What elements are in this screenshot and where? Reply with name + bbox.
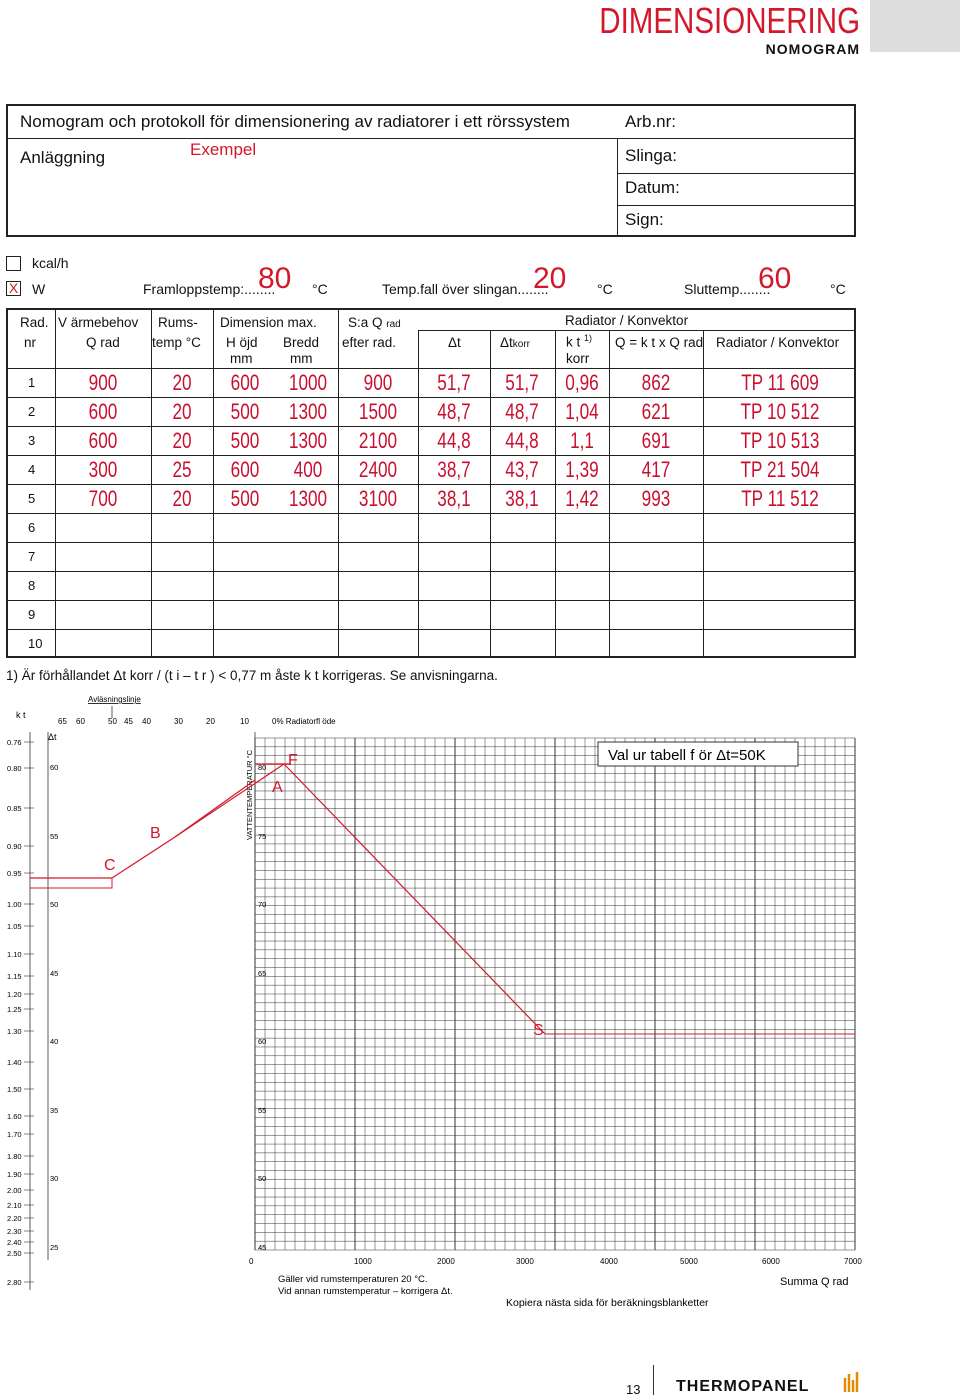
kt-tick-label: 1.05 <box>7 922 22 931</box>
kt-tick-label: 0.76 <box>7 738 22 747</box>
table-row-line <box>8 600 854 601</box>
table-cell[interactable]: 20 <box>172 428 192 453</box>
kopiera-note: Kopiera nästa sida för beräkningsblanketter <box>506 1297 709 1309</box>
kcal-checkbox[interactable] <box>6 256 21 271</box>
avlasning-label: Avläsningslinje <box>88 695 141 704</box>
hdr-efter: efter rad. <box>342 335 397 350</box>
table-cell[interactable]: 38,1 <box>505 486 539 511</box>
kt-tick-label: 2.50 <box>7 1249 22 1258</box>
dt-tick-label: 45 <box>50 969 59 978</box>
table-cell[interactable]: 38,7 <box>437 457 471 482</box>
red-line-as <box>284 764 545 1034</box>
table-cell[interactable]: 25 <box>172 457 192 482</box>
table-cell[interactable]: 600 <box>230 370 260 395</box>
dt-tick-label: 25 <box>50 1243 59 1252</box>
datum-label: Datum: <box>625 178 680 197</box>
x-tick-label: 5000 <box>680 1257 698 1266</box>
row-number: 4 <box>28 462 36 477</box>
kt-tick-label: 1.30 <box>7 1027 22 1036</box>
hdr-sa: S:a Q rad <box>348 315 401 330</box>
water-tick-label: 70 <box>258 900 267 909</box>
table-cell[interactable]: 44,8 <box>505 428 539 453</box>
water-tick-label: 80 <box>258 763 267 772</box>
hdr-nr: nr <box>24 335 37 350</box>
table-cell[interactable]: 900 <box>363 370 393 395</box>
hdr-radkonv: Radiator / Konvektor <box>716 335 840 350</box>
water-tick-label: 60 <box>258 1037 267 1046</box>
slut-unit: °C <box>830 281 846 297</box>
red-line-cb <box>112 780 255 878</box>
table-cell[interactable]: 20 <box>172 370 192 395</box>
kt-tick-label: 0.90 <box>7 842 22 851</box>
header-grey-box <box>870 0 960 52</box>
table-cell[interactable]: 1500 <box>358 399 398 424</box>
table-row-line <box>8 513 854 514</box>
table-cell[interactable]: 44,8 <box>437 428 471 453</box>
x-tick-label: 3000 <box>516 1257 534 1266</box>
hdr-varme: V ärmebehov <box>58 315 139 330</box>
table-cell[interactable]: 51,7 <box>437 370 471 395</box>
table-cell[interactable]: 500 <box>230 486 260 511</box>
note-box-text: Val ur tabell f ör Δt=50K <box>608 747 766 764</box>
water-tick-label: 65 <box>258 969 267 978</box>
hdr-hojd: H öjd <box>226 335 258 350</box>
nomogram-chart <box>0 690 960 1330</box>
kt-tick-label: 2.10 <box>7 1201 22 1210</box>
protocol-box <box>6 104 856 237</box>
hdr-mm2: mm <box>290 351 313 366</box>
dt-tick-label: 40 <box>50 1037 59 1046</box>
row-number: 8 <box>28 578 36 593</box>
hdr-kt: k t $^{1)}$ <box>566 333 593 350</box>
x-tick-label: 4000 <box>600 1257 618 1266</box>
dt-tick-label: 60 <box>50 763 59 772</box>
top-tick-label: 10 <box>240 717 249 726</box>
kt-tick-label: 1.70 <box>7 1130 22 1139</box>
kt-tick-label: 1.90 <box>7 1170 22 1179</box>
hdr-temp: temp °C <box>152 335 201 350</box>
letter-A: A <box>272 779 283 796</box>
slut-value[interactable]: 60 <box>758 262 792 295</box>
row-number: 7 <box>28 549 36 564</box>
hdr-dt: Δt <box>448 335 461 350</box>
x-tick-label: 0 <box>249 1257 254 1266</box>
hdr-rums: Rums- <box>158 315 198 330</box>
row-number: 3 <box>28 433 36 448</box>
table-row-line <box>8 484 854 485</box>
top-tick-label: 60 <box>76 717 85 726</box>
table-row-line <box>8 397 854 398</box>
hdr-mm1: mm <box>230 351 253 366</box>
top-tick-label: 50 <box>108 717 117 726</box>
top-tick-label: 45 <box>124 717 133 726</box>
dt-tick-label: 30 <box>50 1174 59 1183</box>
dt-tick-label: 55 <box>50 832 59 841</box>
table-cell[interactable]: 900 <box>88 370 118 395</box>
table-cell[interactable]: 48,7 <box>505 399 539 424</box>
hdr-rad: Rad. <box>20 315 49 330</box>
table-row-line <box>8 455 854 456</box>
page-number: 13 <box>626 1382 641 1397</box>
footer-divider <box>653 1365 654 1395</box>
kt-tick-label: 1.60 <box>7 1112 22 1121</box>
table-cell[interactable]: 691 <box>641 428 671 453</box>
table-cell[interactable]: 862 <box>641 370 671 395</box>
table-cell[interactable]: 51,7 <box>505 370 539 395</box>
table-cell[interactable]: 600 <box>88 428 118 453</box>
top-tick-label: 20 <box>206 717 215 726</box>
header-title-block <box>542 0 860 56</box>
table-row-line <box>8 629 854 630</box>
page-subtitle: NOMOGRAM <box>765 41 860 57</box>
framlopp-value[interactable]: 80 <box>258 262 292 295</box>
table-cell[interactable]: TP 21 504 <box>740 457 820 482</box>
tempfall-unit: °C <box>597 281 613 297</box>
table-cell[interactable]: 1300 <box>288 486 328 511</box>
red-line-kt2 <box>30 878 112 888</box>
table-cell[interactable]: 300 <box>88 457 118 482</box>
sign-label: Sign: <box>625 210 664 229</box>
framlopp-unit: °C <box>312 281 328 297</box>
x-tick-label: 1000 <box>354 1257 372 1266</box>
dt-tick-label: 50 <box>50 900 59 909</box>
table-cell[interactable]: 2100 <box>358 428 398 453</box>
tempfall-value[interactable]: 20 <box>533 262 567 295</box>
table-cell[interactable]: 1,42 <box>565 486 599 511</box>
w-label: W <box>32 281 46 297</box>
kt-tick-label: 1.15 <box>7 972 22 981</box>
dt-tick-label: 35 <box>50 1106 59 1115</box>
x-tick-label: 2000 <box>437 1257 455 1266</box>
x-tick-label: 7000 <box>844 1257 862 1266</box>
table-cell[interactable]: 2400 <box>358 457 398 482</box>
x-tick-label: 6000 <box>762 1257 780 1266</box>
table-row-line <box>8 426 854 427</box>
table-cell[interactable]: 1300 <box>288 428 328 453</box>
table-cell[interactable]: 500 <box>230 399 260 424</box>
top-tick-label: 30 <box>174 717 183 726</box>
dt-axis-label: Δt <box>48 732 57 742</box>
table-cell[interactable]: TP 11 512 <box>741 486 819 511</box>
kt-tick-label: 0.85 <box>7 804 22 813</box>
anlaggning-value[interactable]: Exempel <box>190 140 257 159</box>
row-number: 10 <box>28 636 43 651</box>
framlopp-label: Framloppstemp:........ <box>143 281 276 297</box>
top-tick-label: 40 <box>142 717 151 726</box>
table-cell[interactable]: TP 11 609 <box>741 370 819 395</box>
table-cell[interactable]: 500 <box>230 428 260 453</box>
kt-tick-label: 1.40 <box>7 1058 22 1067</box>
letter-B: B <box>150 825 161 842</box>
water-tick-label: 55 <box>258 1106 267 1115</box>
kcal-label: kcal/h <box>32 255 69 271</box>
table-cell[interactable]: 621 <box>641 399 671 424</box>
brand-logo: THERMOPANEL <box>676 1378 810 1395</box>
water-tick-label: 50 <box>258 1174 267 1183</box>
kt-tick-label: 1.00 <box>7 900 22 909</box>
table-row-line <box>8 542 854 543</box>
slut-label: Sluttemp........ <box>684 281 771 297</box>
table-row-line <box>8 571 854 572</box>
hdr-kt-korr: korr <box>566 351 590 366</box>
kt-tick-label: 1.25 <box>7 1005 22 1014</box>
row-number: 1 <box>28 375 36 390</box>
table-cell[interactable]: 700 <box>88 486 118 511</box>
table-cell[interactable]: 38,1 <box>437 486 471 511</box>
table-cell[interactable]: 1300 <box>288 399 328 424</box>
kt-tick-label: 2.30 <box>7 1227 22 1236</box>
radiatorflode-label: 0% Radiatorfl öde <box>272 717 336 726</box>
table-cell[interactable]: 1000 <box>288 370 328 395</box>
hdr-q: Q = k t x Q rad <box>615 335 704 350</box>
kt-tick-label: 2.40 <box>7 1238 22 1247</box>
kt-tick-label: 1.50 <box>7 1085 22 1094</box>
brand-mark-icon <box>843 1370 859 1392</box>
table-cell[interactable]: 20 <box>172 399 192 424</box>
table-cell[interactable]: 1,1 <box>570 428 594 453</box>
hdr-qrad: Q rad <box>86 335 120 350</box>
letter-F: F <box>288 752 298 769</box>
table-cell[interactable]: 417 <box>641 457 671 482</box>
table-cell[interactable]: 1,04 <box>565 399 599 424</box>
table-cell[interactable]: TP 10 512 <box>740 399 820 424</box>
hdr-dtkorr: Δtkorr <box>500 335 531 350</box>
row-number: 2 <box>28 404 36 419</box>
kt-tick-label: 0.95 <box>7 869 22 878</box>
table-cell[interactable]: 1,39 <box>565 457 599 482</box>
kt-tick-label: 2.00 <box>7 1186 22 1195</box>
letter-C: C <box>104 857 116 874</box>
table-cell[interactable]: 48,7 <box>437 399 471 424</box>
water-axis-label: VATTENTEMPERATUR °C <box>245 749 254 840</box>
galler-note-1: Gäller vid rumstemperaturen 20 °C. <box>278 1274 428 1285</box>
table-cell[interactable]: TP 10 513 <box>740 428 820 453</box>
row-number: 6 <box>28 520 36 535</box>
kt-tick-label: 2.20 <box>7 1214 22 1223</box>
arb-nr-label: Arb.nr: <box>625 112 677 131</box>
slinga-label: Slinga: <box>625 146 677 165</box>
table-cell[interactable]: 600 <box>88 399 118 424</box>
tempfall-label: Temp.fall över slingan........ <box>382 281 549 297</box>
table-cell[interactable]: 43,7 <box>505 457 539 482</box>
water-tick-label: 75 <box>258 832 267 841</box>
table-cell[interactable]: 600 <box>230 457 260 482</box>
radiator-table <box>6 308 856 658</box>
table-cell[interactable]: 400 <box>293 457 323 482</box>
kt-tick-label: 0.80 <box>7 764 22 773</box>
letter-S: S <box>533 1022 544 1039</box>
kt-tick-label: 2.80 <box>7 1278 22 1287</box>
hdr-dim: Dimension max. <box>220 315 317 330</box>
table-cell[interactable]: 20 <box>172 486 192 511</box>
hdr-bredd: Bredd <box>283 335 320 350</box>
kt-tick-label: 1.80 <box>7 1152 22 1161</box>
footnote: 1) Är förhållandet Δt korr / (t i – t r ) < 0,77 m åste k t korrigeras. Se anvisningarna. <box>6 668 498 683</box>
row-number: 5 <box>28 491 36 506</box>
protocol-heading: Nomogram och protokoll för dimensionering av radiatorer i ett rörssystem <box>20 112 570 131</box>
kt-axis-label: k t <box>16 710 26 720</box>
galler-note-2: Vid annan rumstemperatur – korrigera Δt. <box>278 1286 453 1297</box>
hdr-radkonv-top: Radiator / Konvektor <box>565 313 689 328</box>
anlaggning-label: Anläggning <box>20 148 106 167</box>
w-checkbox[interactable]: X <box>6 281 21 296</box>
row-number: 9 <box>28 607 36 622</box>
water-tick-label: 45 <box>258 1243 267 1252</box>
table-cell[interactable]: 0,96 <box>565 370 599 395</box>
page-title: DIMENSIONERING <box>599 0 860 41</box>
table-cell[interactable]: 993 <box>641 486 671 511</box>
kt-tick-label: 1.10 <box>7 950 22 959</box>
summa-label: Summa Q rad <box>780 1276 849 1288</box>
table-cell[interactable]: 3100 <box>358 486 398 511</box>
kt-tick-label: 1.20 <box>7 990 22 999</box>
top-tick-label: 65 <box>58 717 67 726</box>
